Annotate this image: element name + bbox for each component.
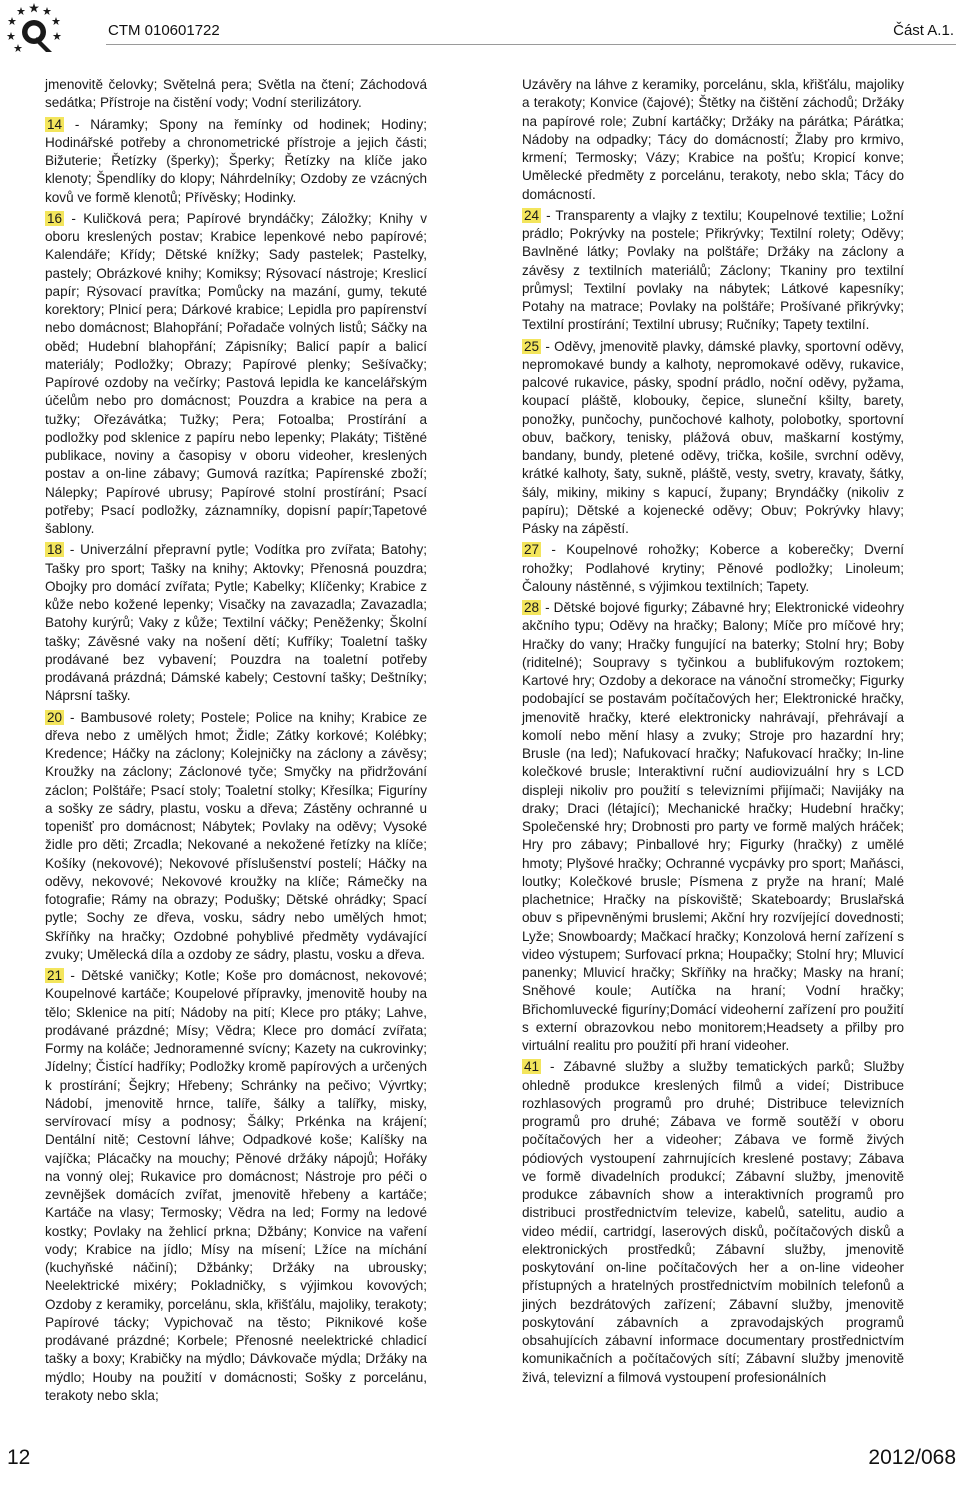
class-paragraph [45, 76, 427, 113]
class-paragraph [522, 338, 904, 539]
class-number-badge: 16 [47, 210, 63, 226]
class-paragraph [522, 1058, 904, 1387]
class-paragraph [45, 967, 427, 1405]
class-paragraph [45, 210, 427, 539]
page-header [0, 0, 960, 58]
page-footer [0, 1440, 960, 1480]
class-text: - Transparenty a vlajky z textilu; Koupelnové textilie; Ložní prádlo; Pokrývky na postele; Přikrývky; Textilní rolety; Oděvy; Bavlněné látky; Povlaky na polštáře; Držáky na záclony a závěsy z textilních materiálů; Záclony; Tkaniny pro textilní průmysl; Textilní povlaky na nábytek; Látkové kapesníky; Potahy na matrace; Povlaky na polštáře; Prošívané přikrývky; Textilní prostírání; Textilní ubrusy; Ručníky; Tapety textilní. [522, 207, 904, 333]
class-text: jmenovitě čelovky; Světelná pera; Světla na čtení; Záchodová sedátka; Přístroje na čistění vody; Vodní sterilizátory. [45, 77, 427, 111]
class-paragraph [522, 599, 904, 1055]
document-id: CTM 010601722 [108, 22, 220, 39]
class-number-badge: 41 [524, 1059, 540, 1075]
right-column [522, 76, 904, 1390]
euipo-logo-icon [6, 2, 62, 58]
class-paragraph [45, 541, 427, 705]
header-divider [106, 44, 956, 45]
class-number-badge: 14 [47, 116, 63, 132]
class-text: Uzávěry na láhve z keramiky, porcelánu, skla, křišťálu, majoliky a terakoty; Konvice (čajové); Štětky na čištění záchodů; Držáky na papírové role; Zubní kartáčky; Držáky na párátka; Párátka; Nádoby na odpadky; Tácy do domácností; Žlaby pro krmivo, krmení; Termosky; Vázy; Krabice na pošťu; Kropicí konve; Umělecké předměty z porcelánu, terakoty, nebo skla; Tácy do domácností. [522, 77, 904, 202]
class-number-badge: 28 [524, 600, 540, 615]
class-number-badge: 20 [47, 709, 63, 725]
class-paragraph [522, 207, 904, 335]
class-text: - Univerzální přepravní pytle; Vodítka pro zvířata; Batohy; Tašky pro sport; Tašky na knihy; Aktovky; Přenosná pouzdra; Obojky pro domácí zvířata; Pytle; Kabelky; Klíčenky; Krabice z kůže nebo kožené lepenky; Visačky na zavazadla; Zavazadla; Batohy kurýrů; Vaky z kůže; Textilní váčky; Peněženky; Školní tašky; Závěsné vaky na nošení dětí; Kufříky; Toaletní tašky prodávané bez vybavení; Pouzdra na toaletní potřeby prodávaná prázdná; Dámské kabely; Cestovní tašky; Deštníky; Náprsní tašky. [45, 542, 427, 704]
issue-number: 2012/068 [868, 1446, 956, 1469]
class-number-badge: 25 [524, 338, 540, 354]
class-number-badge: 27 [524, 542, 540, 558]
class-text: - Koupelnové rohožky; Koberce a koberečky; Dverní rohožky; Podlahové krytiny; Pěnové podložky; Linoleum; Čalouny nástěnné, s výjimkou textilních; Tapety. [522, 542, 904, 594]
left-column [45, 76, 427, 1408]
section-reference: Část A.1. [893, 22, 954, 39]
class-number-badge: 21 [47, 968, 63, 983]
class-paragraph [45, 709, 427, 965]
class-text: - Oděvy, jmenovitě plavky, dámské plavky, sportovní oděvy, nepromokavé bundy a kalhoty, nepromokavé oděvy, rukavice, palcové rukavice, pásky, spodní prádlo, noční oděvy, pyžama, koupací pláště, klobouky, čepice, sluneční kšilty, barety, ponožky, punčochy, punčochové kalhoty, polobotky, sportovní obuv, bačkory, tenisky, plážová obuv, maškarní kostýmy, bandany, bundy, pletené oděvy, trička, košile, svrchní oděvy, krátké kalhoty, šaty, sukně, pláště, vesty, svetry, kravaty, šátky, šály, mikiny, mikiny s kapucí, župany; Bryndáčky (nikoliv z papíru); Dětské a kojenecké oděvy; Obuv; Pokrývky hlavy; Pásky na zápěstí. [522, 338, 904, 536]
page-number: 12 [7, 1446, 31, 1469]
class-number-badge: 24 [524, 207, 540, 223]
class-text: - Dětské bojové figurky; Zábavné hry; Elektronické videohry akčního typu; Oděvy na hračky; Balony; Míče pro míčové hry; Hračky do vany; Hračky fungující na baterky; Stolní hry; Boby (riditelné); Soupravy s tyčinkou a bublifukovým roztokem; Kartové hry; Ozdoby a dekorace na vánoční stromečky; Figurky podobající se postavám počítačových her; Elektronické hračky, jmenovitě hračky, které elektronicky nahrávají, přehrávají a komolí nebo mění hlasy a zvuky; Stroje pro hazardní hry; Brusle (na led); Nafukovací hračky; Nafukovací hračky; In-line kolečkové brusle; Interaktivní ruční audiovizuální hry s LCD displeji nikoliv pro použití s televizními přijímači; Navijáky na draky; Draci (létající); Mechanické hračky; Hudební hračky; Společenské hry; Drobnosti pro party ve formě malých hráček; Hry pro zábavy; Pinballové hry; Figurky (hračky) z umělé hmoty; Plyšové hračky; Ochranné vycpávky pro sport; Maňásci, loutky; Kolečkové brusle; Písmena z pryže na hraní; Malé plachetnice; Hračky na pískoviště; Skateboardy; Bruslařská obuv s připevněnými bruslemi; Akční hry rozvíjející dovednosti; Lyže; Snowboardy; Mačkací hračky; Konzolová herní zařízení s video výstupem; Surfovací prkna; Houpačky; Stolní hry; Mluvicí panenky; Mluvicí hračky; Skříňky na hračky; Masky na hraní; Sněhové koule; Autíčka na hraní; Vodní hračky; Břichomluvecké figuríny;Domácí videoherní zařízení pro použití s externí obrazovkou nebo monitorem;Headsety a přilby pro virtuální realitu pro použití při hraní videoher. [522, 600, 904, 1053]
class-paragraph [45, 116, 427, 207]
class-paragraph [522, 76, 904, 204]
class-text: - Bambusové rolety; Postele; Police na knihy; Krabice ze dřeva nebo z umělých hmot; Židle; Zátky korkové; Kolébky; Kredence; Háčky na záclony; Kolejničky na záclony a závěsy; Kroužky na záclony; Záclonové tyče; Smyčky na přidržování záclon; Polštáře; Psací stoly; Toaletní stolky; Křesílka; Figuríny a sošky ze sádry, plastu, vosku a dřeva; Zástěny ochranné u topenišť pro domácnost; Nábytek; Povlaky na oděvy; Vysoké židle pro děti; Zrcadla; Nekované a nekožené řetízky na klíče; Košíky (nekovové); Nekovové příslušenství postelí; Háčky na oděvy, nekovové; Nekovové kroužky na klíče; Rámečky na fotografie; Rámy na obrazy; Podušky; Dětské ohrádky; Spací pytle; Sochy ze dřeva, vosku, sádry nebo umělých hmot; Skříňky na hračky; Ozdobné pohyblivé předměty vydávající zvuky; Umělecká díla a ozdoby ze sádry, plastu, vosku a dřeva. [45, 709, 427, 962]
class-text: - Dětské vaničky; Kotle; Koše pro domácnost, nekovové; Koupelnové kartáče; Koupelové přípravky, jmenovitě houby na tělo; Sklenice na pití; Nádoby na pití; Klece pro ptáky; Lahve, prodávané prázdné; Mísy; Vědra; Klece pro domácí zvířata; Formy na koláče; Jednoramenné svícny; Kazety na cukrovinky; Jídelny; Čistící hadříky; Podložky kromě papírových a určených k prostírání; Šejkry; Hřebeny; Schránky na pečivo; Vývrtky; Nádobí, jmenovitě hrnce, talíře, šálky a talířky, misky, servírovací mísy a podnosy; Šálky; Prkénka na krájení; Dentální nitě; Cestovní láhve; Odpadkové koše; Kalíšky na vajíčka; Plácačky na mouchy; Pěnové držáky nápojů; Hořáky na vonný olej; Rukavice pro domácnost; Nástroje pro péči o zevnějšek domácích zvířat, jmenovitě hřebeny a kartáče; Kartáče na vlasy; Termosky; Vědra na led; Formy na ledové kostky; Povlaky na žehlicí prkna; Džbány; Konvice na vaření vody; Krabice na jídlo; Mísy na mísení; Lžíce na míchání (kuchyňské náčiní); Džbánky; Držáky na ubrousky; Neelektrické mixéry; Pokladničky, s výjimkou kovových; Ozdoby z keramiky, porcelánu, skla, křišťálu, majoliky, terakoty; Papírové tácky; Vypichovač na těsto; Piknikové koše prodávané prázdné; Korbele; Přenosné neelektrické chladicí tašky a boxy; Krabičky na mýdlo; Dávkovače mýdla; Držáky na mýdlo; Houby na použití v domácnosti; Sošky z porcelánu, terakoty nebo skla; [45, 968, 427, 1403]
class-text: - Kuličková pera; Papírové bryndáčky; Záložky; Knihy v oboru kreslených postav; Krabice lepenkové nebo papírové; Kalendáře; Křídy; Dětské knížky; Sady pastelek; Pastelky, pastely; Obrázkové knihy; Komiksy; Rýsovací nástroje; Kreslicí papír; Rýsovací pravítka; Pomůcky na mazání, gumy, tekuté korektory; Plnicí pera; Dárkové krabice; Lepidla pro papírenství nebo domácnost; Blahopřání; Pořadače volných listů; Sáčky na oběd; Hudební blahopřání; Zápisníky; Balicí papír a balicí materiály; Podložky; Obrazy; Papírové plenky; Sešívačky; Papírové ozdoby na večírky; Pastová lepidla ke kancelářským účelům nebo pro domácnost; Pouzdra a krabice na pera a tužky; Ořezávátka; Tužky; Pera; Fotoalba; Prostírání a podložky pod sklenice z papíru nebo lepenky; Plakáty; Tištěné publikace, noviny a časopisy v oboru videoher, kreslených postav a on-line zábavy; Gumová razítka; Papírenské zboží; Nálepky; Papírové ubrusy; Papírové stolní prostírání; Psací potřeby; Psací podložky, záznamníky, dopisní papír;Tapetové šablony. [45, 210, 427, 536]
class-text: - Náramky; Spony na řemínky od hodinek; Hodiny; Hodinářské potřeby a chronometrické přístroje a jejich části; Bižuterie; Řetízky (šperky); Šperky; Řetízky na klíče jako klenoty; Špendlíky do klopy; Náhrdelníky; Ozdoby ze vzácných kovů ve formě klenotů; Přívěsky; Hodinky. [45, 116, 427, 205]
class-paragraph [522, 541, 904, 596]
class-text: - Zábavné služby a služby tematických parků; Služby ohledně produkce kreslených filmů a videí; Distribuce rozhlasových programů pro druhé; Distribuce televizních programů pro druhé; Zábava ve formě soutěží v oboru počítačových her a videoher; Zábava ve formě živých pódiových vystoupení zahrnujících kreslené postavy; Zábava ve formě divadelních produkcí; Zábavní služby, jmenovitě produkce zábavních show a interaktivních programů pro distribuci prostřednictvím televize, kabelů, satelitu, audio a video médií, cartridgí, laserových disků, počítačových disků a elektronických prostředků; Zábavní služby, jmenovitě poskytování on-line počítačových her a on-line videoher přístupných a hratelných prostřednictvím mobilních telefonů a jiných bezdrátových zařízení; Zábavní služby, jmenovitě poskytování zábavních a zpravodajských programů obsahujících zábavní informace documentary prostřednictvím komunikačních a počítačových sítí; Zábavní služby jmenovitě živá, televizní a filmová vystoupení profesionálních [522, 1059, 904, 1385]
class-number-badge: 18 [47, 542, 63, 558]
